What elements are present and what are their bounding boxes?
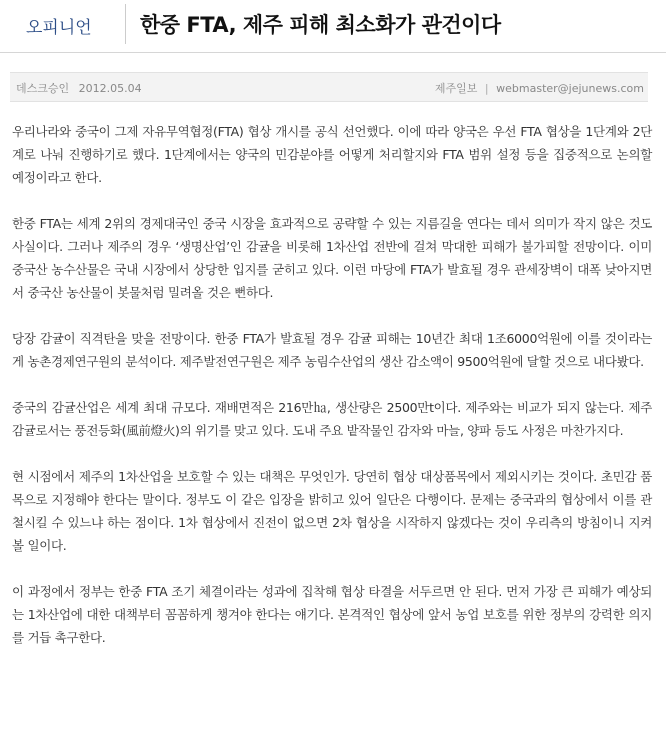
byline [16,80,142,96]
article-meta-bar [10,72,648,102]
article-paragraph: 이 과정에서 정부는 한중 FTA 조기 체결이라는 성과에 집착해 협상 타결을 서두르면 안 된다. 먼저 가장 큰 피해가 예상되는 1차산업에 대한 대책부터 꼼꼼하게 챙겨야 한다는 얘기다. 본격적인 협상에 앞서 농업 보호를 위한 정부의 강력한 의지를 거듭 촉구한다. [12,584,652,645]
header-divider [125,4,126,44]
meta-separator: | [484,82,489,95]
publish-date: 2012.05.04 [78,82,142,95]
article-paragraph: 당장 감귤이 직격탄을 맞을 전망이다. 한중 FTA가 발효될 경우 감귤 피해는 10년간 최대 1조6000억원에 이를 것이라는 게 농촌경제연구원의 분석이다. 제주발전연구원은 제주 농림수산업의 생산 감소액이 9500억원에 달할 것으로 내다봤다. [12,331,652,369]
publisher-email[interactable]: webmaster@jejunews.com [496,82,644,95]
article-body [12,120,652,672]
publisher-name: 제주일보 [434,82,478,95]
article-paragraph: 중국의 감귤산업은 세계 최대 규모다. 재배면적은 216만㏊, 생산량은 2500만t이다. 제주와는 비교가 되지 않는다. 제주 감귤로서는 풍전등화(風前燈火)의 위기를 맞고 있다. 도내 주요 밭작물인 감자와 마늘, 양파 등도 사정은 마찬가지다. [12,400,652,438]
article-paragraph: 현 시점에서 제주의 1차산업을 보호할 수 있는 대책은 무엇인가. 당연히 협상 대상품목에서 제외시키는 것이다. 초민감 품목으로 지정해야 한다는 말이다. 정부도 이 같은 입장을 밝히고 있어 일단은 다행이다. 문제는 중국과의 협상에서 이를 관철시킬 수 있느냐 하는 점이다. 1차 협상에서 진전이 없으면 2차 협상을 시작하지 않겠다는 것이 우리측의 방침이니 지켜볼 일이다. [12,469,652,553]
article-headline: 한중 FTA, 제주 피해 최소화가 관건이다 [140,13,501,37]
publisher-info [435,80,644,96]
section-label[interactable]: 오피니언 [26,18,92,38]
article-paragraph: 한중 FTA는 세계 2위의 경제대국인 중국 시장을 효과적으로 공략할 수 있는 지름길을 연다는 데서 의미가 작지 않은 것도 사실이다. 그러나 제주의 경우 ‘생명산업’인 감귤을 비롯해 1차산업 전반에 걸쳐 막대한 피해가 불가피할 전망이다. 이미 중국산 농수산물은 국내 시장에서 상당한 입지를 굳히고 있다. 이런 마당에 FTA가 발효될 경우 관세장벽이 대폭 낮아지면서 중국산 농산물이 봇물처럼 밀려올 것은 뻔하다. [12,216,652,300]
article-header [0,0,666,53]
article-paragraph: 우리나라와 중국이 그제 자유무역협정(FTA) 협상 개시를 공식 선언했다. 이에 따라 양국은 우선 FTA 협상을 1단계와 2단계로 나눠 진행하기로 했다. 1단계에서는 양국의 민감분야를 어떻게 처리할지와 FTA 범위 설정 등을 집중적으로 논의할 예정이라고 한다. [12,124,652,185]
author: 데스크승인 [16,82,70,95]
